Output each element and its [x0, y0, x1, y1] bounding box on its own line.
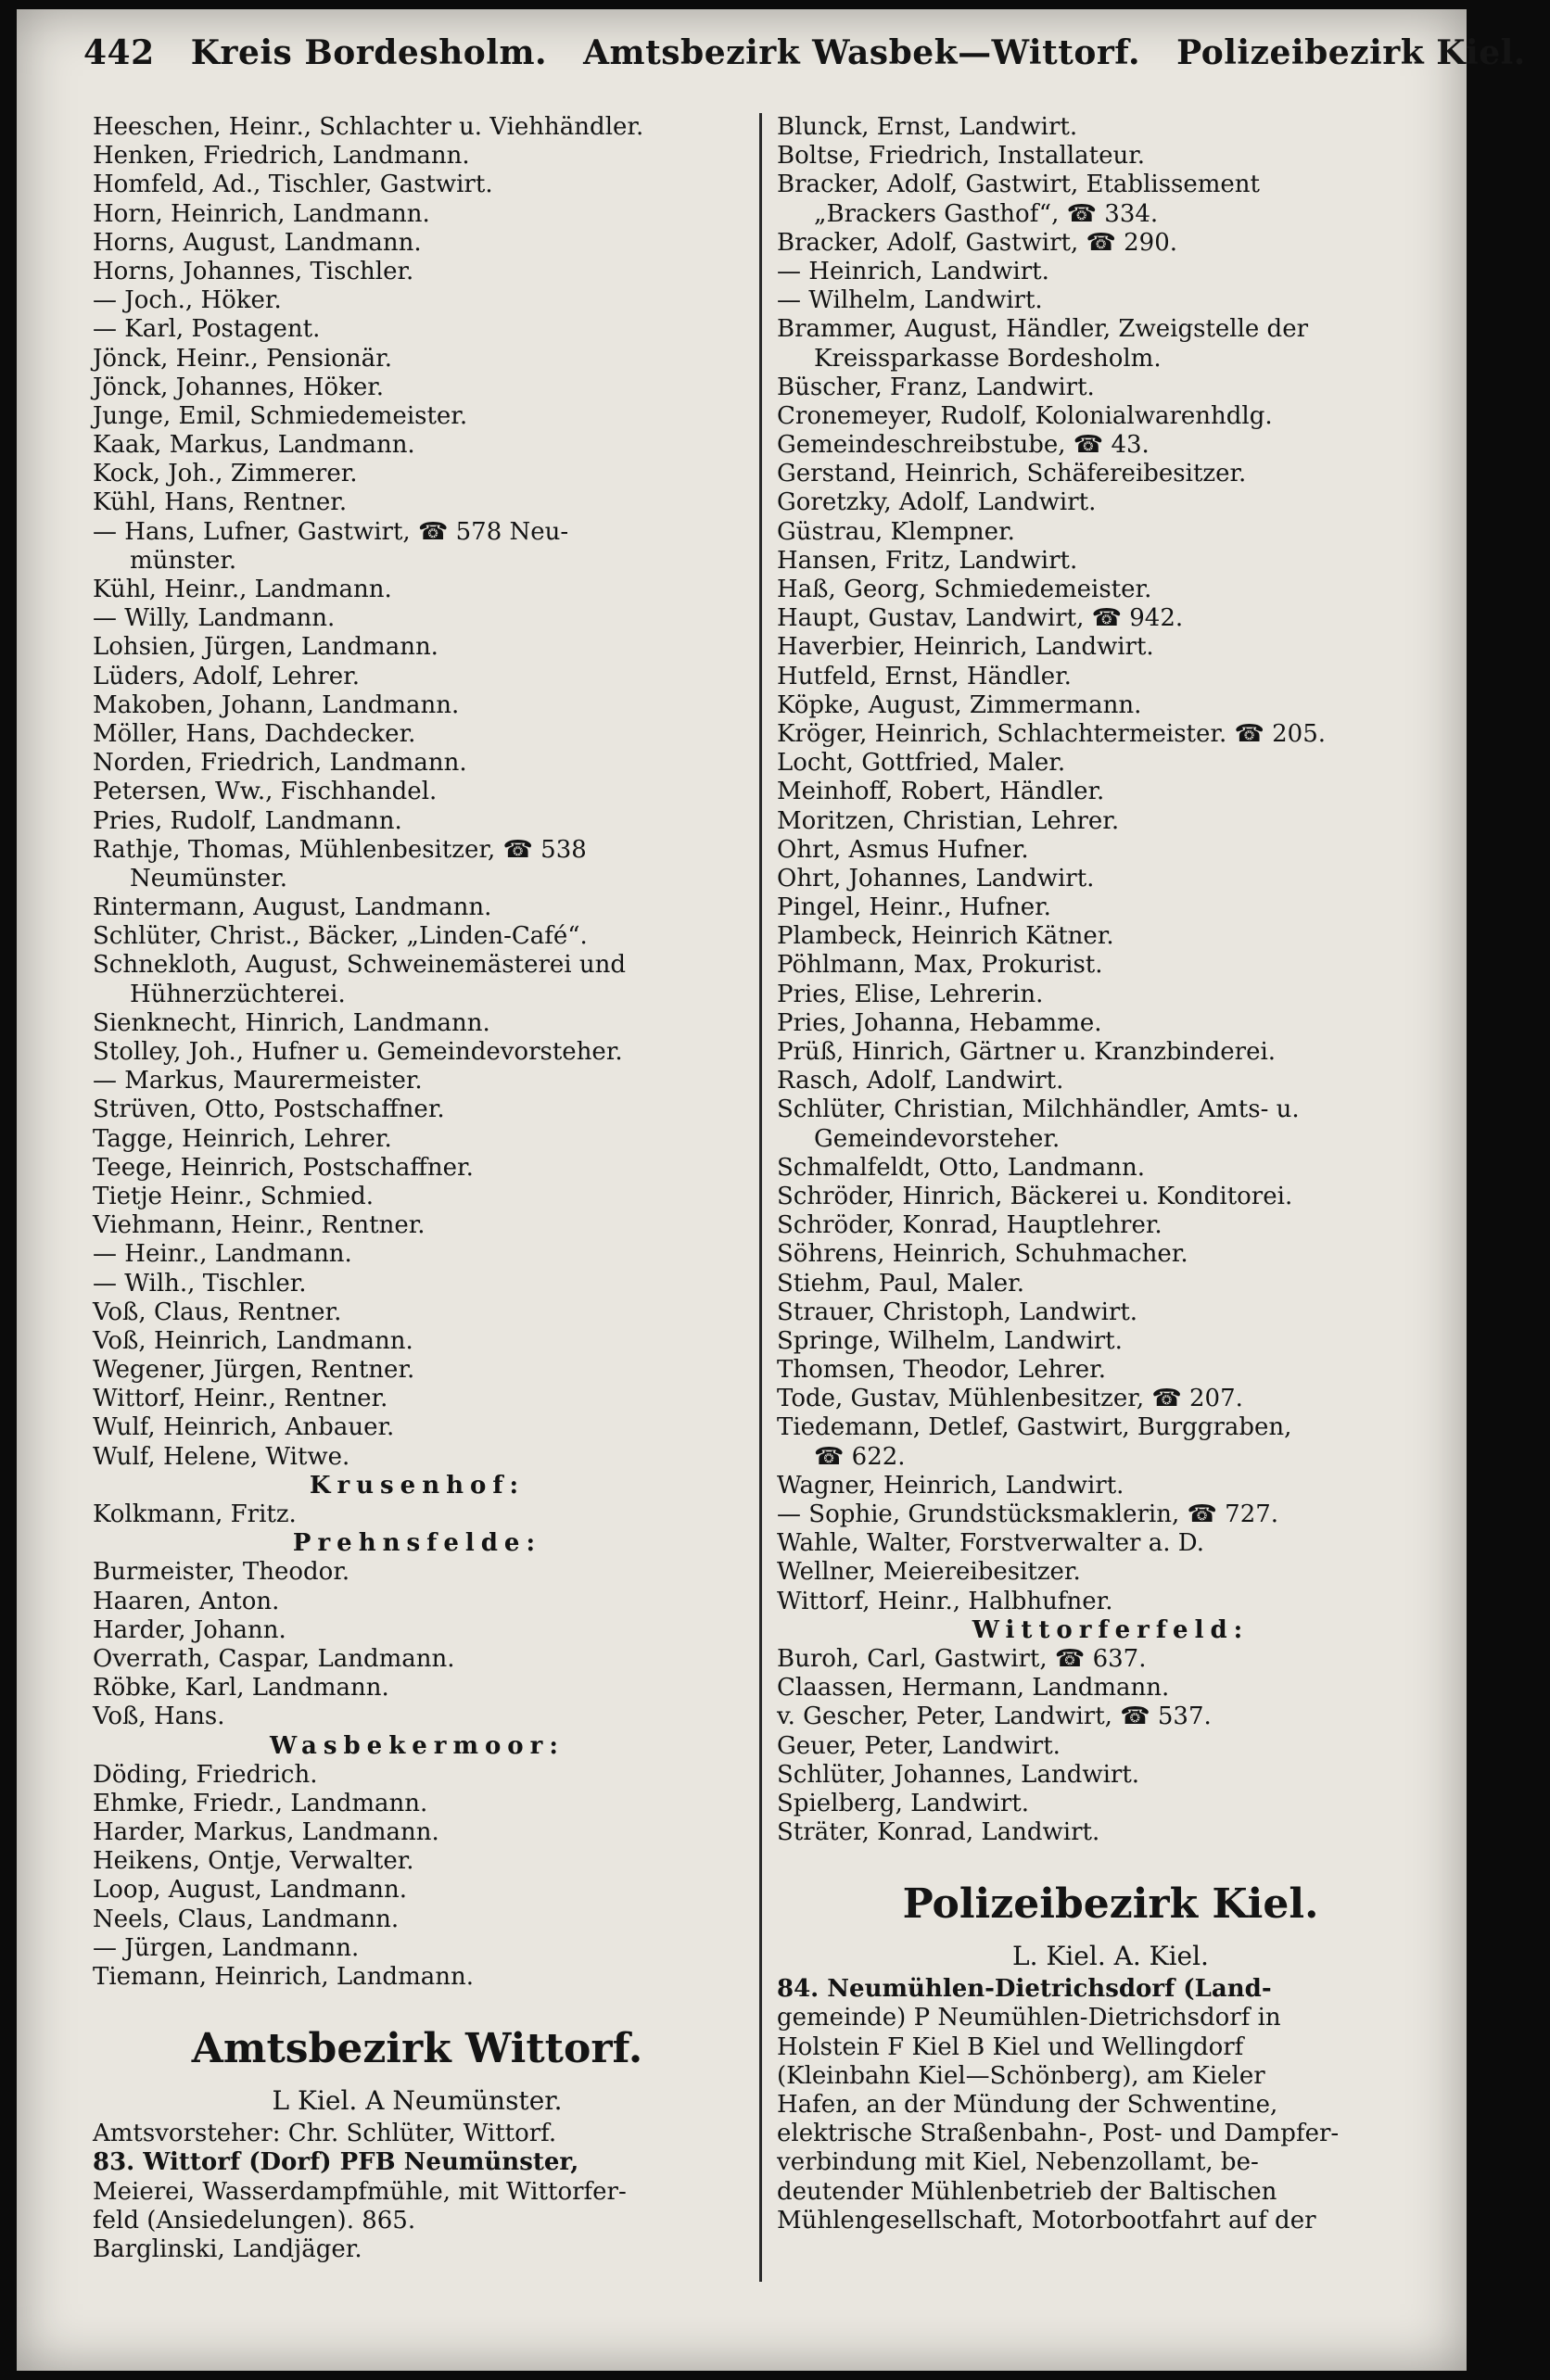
kiel-line: Hafen, an der Mündung der Schwentine,: [777, 2091, 1278, 2119]
kiel-line: 84. Neumühlen-Dietrichsdorf (Land-: [777, 1975, 1272, 2004]
directory-entry: Wegener, Jürgen, Rentner.: [93, 1356, 415, 1385]
directory-entry: Harder, Markus, Landmann.: [93, 1818, 439, 1847]
directory-entry: Prehnsfelde:: [292, 1529, 542, 1558]
directory-entry: — Wilh., Tischler.: [93, 1269, 307, 1298]
kiel-line: deutender Mühlenbetrieb der Baltischen: [777, 2177, 1277, 2206]
directory-entry: Buroh, Carl, Gastwirt, ☎ 637.: [777, 1644, 1147, 1673]
wittorf-line: feld (Ansiedelungen). 865.: [93, 2206, 416, 2234]
directory-entry: Tode, Gustav, Mühlenbesitzer, ☎ 207.: [777, 1385, 1243, 1413]
directory-entry: — Jürgen, Landmann.: [93, 1933, 360, 1962]
right-column: [777, 113, 1444, 2235]
directory-entry: Norden, Friedrich, Landmann.: [93, 749, 467, 778]
directory-entry: Rathje, Thomas, Mühlenbesitzer, ☎ 538: [93, 835, 587, 864]
directory-entry: Petersen, Ww., Fischhandel.: [93, 778, 438, 806]
kiel-line: verbindung mit Kiel, Nebenzollamt, be-: [777, 2148, 1259, 2177]
directory-entry: Pöhlmann, Max, Prokurist.: [777, 951, 1103, 980]
wittorf-line: 83. Wittorf (Dorf) PFB Neumünster,: [93, 2148, 579, 2177]
directory-entry: Homfeld, Ad., Tischler, Gastwirt.: [93, 171, 493, 199]
directory-entry: Sienknecht, Hinrich, Landmann.: [93, 1008, 490, 1037]
directory-entry: Stiehm, Paul, Maler.: [777, 1269, 1024, 1298]
directory-entry: Makoben, Johann, Landmann.: [93, 690, 460, 719]
directory-entry: Tietje Heinr., Schmied.: [93, 1182, 375, 1210]
directory-entry: Pingel, Heinr., Hufner.: [777, 893, 1051, 922]
directory-entry: — Karl, Postagent.: [93, 315, 321, 344]
directory-entry: — Hans, Lufner, Gastwirt, ☎ 578 Neu-: [93, 517, 569, 546]
kiel-section-title: Polizeibezirk Kiel.: [902, 1880, 1319, 1929]
page-number: 442: [83, 33, 155, 72]
directory-entry: Kolkmann, Fritz.: [93, 1500, 297, 1528]
directory-entry: — Wilhelm, Landwirt.: [777, 286, 1043, 315]
directory-entry: Rasch, Adolf, Landwirt.: [777, 1067, 1064, 1095]
directory-entry: ☎ 622.: [814, 1442, 906, 1471]
left-column: [93, 113, 742, 2264]
kiel-line: gemeinde) P Neumühlen-Dietrichsdorf in: [777, 2004, 1281, 2032]
directory-entry: Voß, Hans.: [93, 1703, 225, 1731]
directory-entry: „Brackers Gasthof“, ☎ 334.: [814, 199, 1159, 228]
directory-entry: Kock, Joh., Zimmerer.: [93, 460, 358, 488]
directory-entry: Kühl, Hans, Rentner.: [93, 488, 348, 517]
wittorf-line: Amtsvorsteher: Chr. Schlüter, Wittorf.: [93, 2120, 557, 2148]
directory-entry: Schröder, Hinrich, Bäckerei u. Konditorei.: [777, 1182, 1293, 1210]
directory-entry: Jönck, Johannes, Höker.: [93, 373, 385, 401]
directory-entry: Boltse, Friedrich, Installateur.: [777, 142, 1146, 171]
directory-entry: Gerstand, Heinrich, Schäfereibesitzer.: [777, 460, 1247, 488]
right-entry-list: [777, 113, 1444, 1847]
directory-entry: Horns, Johannes, Tischler.: [93, 257, 414, 285]
directory-entry: v. Gescher, Peter, Landwirt, ☎ 537.: [777, 1703, 1212, 1731]
kiel-line: Mühlengesellschaft, Motorbootfahrt auf der: [777, 2206, 1316, 2234]
directory-entry: Wahle, Walter, Forstverwalter a. D.: [777, 1529, 1204, 1558]
directory-entry: Viehmann, Heinr., Rentner.: [93, 1211, 426, 1240]
directory-entry: Heikens, Ontje, Verwalter.: [93, 1847, 414, 1876]
directory-entry: Döding, Friedrich.: [93, 1760, 318, 1789]
directory-entry: Schlüter, Christ., Bäcker, „Linden-Café“.: [93, 922, 588, 951]
directory-entry: Geuer, Peter, Landwirt.: [777, 1731, 1061, 1760]
directory-entry: Cronemeyer, Rudolf, Kolonialwarenhdlg.: [777, 401, 1273, 430]
directory-entry: Rintermann, August, Landmann.: [93, 893, 492, 922]
directory-entry: Henken, Friedrich, Landmann.: [93, 142, 470, 171]
directory-entry: — Heinrich, Landwirt.: [777, 257, 1049, 285]
kiel-line: Holstein F Kiel B Kiel und Wellingdorf: [777, 2032, 1244, 2061]
wittorf-section-title: Amtsbezirk Wittorf.: [191, 2025, 643, 2073]
directory-entry: — Heinr., Landmann.: [93, 1240, 352, 1269]
directory-entry: Brammer, August, Händler, Zweigstelle der: [777, 315, 1309, 344]
directory-entry: Haaren, Anton.: [93, 1587, 280, 1615]
header-amtsbezirk: Amtsbezirk Wasbek—Wittorf.: [583, 33, 1141, 72]
directory-entry: Blunck, Ernst, Landwirt.: [777, 113, 1078, 141]
directory-entry: Schnekloth, August, Schweinemästerei und: [93, 951, 626, 980]
directory-entry: Hansen, Fritz, Landwirt.: [777, 546, 1078, 575]
directory-entry: Horn, Heinrich, Landmann.: [93, 199, 430, 228]
directory-entry: Wulf, Helene, Witwe.: [93, 1442, 350, 1471]
directory-entry: Prüß, Hinrich, Gärtner u. Kranzbinderei.: [777, 1038, 1277, 1066]
directory-entry: Thomsen, Theodor, Lehrer.: [777, 1356, 1106, 1385]
directory-entry: Bracker, Adolf, Gastwirt, ☎ 290.: [777, 228, 1178, 257]
directory-entry: Jönck, Heinr., Pensionär.: [93, 344, 393, 373]
directory-entry: Büscher, Franz, Landwirt.: [777, 373, 1095, 401]
directory-entry: Burmeister, Theodor.: [93, 1558, 350, 1587]
directory-entry: Sträter, Konrad, Landwirt.: [777, 1818, 1100, 1847]
directory-entry: Plambeck, Heinrich Kätner.: [777, 922, 1114, 951]
directory-entry: Pries, Rudolf, Landmann.: [93, 806, 402, 835]
directory-entry: Haverbier, Heinrich, Landwirt.: [777, 633, 1154, 662]
kiel-line: (Kleinbahn Kiel—Schönberg), am Kieler: [777, 2061, 1265, 2090]
directory-entry: Heeschen, Heinr., Schlachter u. Viehhändler.: [93, 113, 644, 141]
directory-entry: — Willy, Landmann.: [93, 604, 336, 633]
directory-entry: Loop, August, Landmann.: [93, 1876, 408, 1905]
directory-entry: Schlüter, Christian, Milchhändler, Amts- u.: [777, 1095, 1300, 1124]
directory-entry: Spielberg, Landwirt.: [777, 1789, 1029, 1817]
directory-entry: Hutfeld, Ernst, Händler.: [777, 662, 1072, 690]
directory-entry: Moritzen, Christian, Lehrer.: [777, 806, 1120, 835]
directory-entry: Tagge, Heinrich, Lehrer.: [93, 1124, 392, 1153]
directory-entry: — Markus, Maurermeister.: [93, 1067, 423, 1095]
kiel-line: elektrische Straßenbahn-, Post- und Dampfer-: [777, 2120, 1340, 2148]
directory-entry: Röbke, Karl, Landmann.: [93, 1674, 389, 1703]
directory-entry: Schmalfeldt, Otto, Landmann.: [777, 1153, 1145, 1182]
directory-entry: Haupt, Gustav, Landwirt, ☎ 942.: [777, 604, 1184, 633]
directory-entry: Gemeindeschreibstube, ☎ 43.: [777, 431, 1150, 460]
directory-entry: Lüders, Adolf, Lehrer.: [93, 662, 361, 690]
directory-entry: Voß, Claus, Rentner.: [93, 1298, 342, 1326]
directory-entry: Kaak, Markus, Landmann.: [93, 431, 415, 460]
directory-entry: Wittorf, Heinr., Halbhufner.: [777, 1587, 1113, 1615]
directory-entry: Ohrt, Johannes, Landwirt.: [777, 864, 1095, 892]
wittorf-line: Meierei, Wasserdampfmühle, mit Wittorfer-: [93, 2177, 627, 2206]
directory-entry: Ohrt, Asmus Hufner.: [777, 835, 1029, 864]
directory-entry: Neels, Claus, Landmann.: [93, 1905, 400, 1933]
directory-entry: Kröger, Heinrich, Schlachtermeister. ☎ 205.: [777, 719, 1327, 748]
kiel-paragraph: [777, 1975, 1444, 2235]
directory-entry: Lohsien, Jürgen, Landmann.: [93, 633, 438, 662]
directory-entry: Strauer, Christoph, Landwirt.: [777, 1298, 1138, 1326]
directory-entry: — Joch., Höker.: [93, 286, 282, 315]
directory-entry: Wagner, Heinrich, Landwirt.: [777, 1471, 1124, 1500]
directory-entry: Goretzky, Adolf, Landwirt.: [777, 488, 1097, 517]
directory-entry: münster.: [130, 546, 237, 575]
directory-entry: Teege, Heinrich, Postschaffner.: [93, 1153, 474, 1182]
directory-entry: Hühnerzüchterei.: [130, 980, 346, 1008]
directory-entry: Wasbekermoor:: [270, 1731, 565, 1760]
directory-entry: Neumünster.: [130, 864, 288, 892]
directory-entry: Pries, Johanna, Hebamme.: [777, 1008, 1102, 1037]
column-divider: [759, 113, 762, 2282]
directory-entry: Söhrens, Heinrich, Schuhmacher.: [777, 1240, 1188, 1269]
directory-entry: — Sophie, Grundstücksmaklerin, ☎ 727.: [777, 1500, 1279, 1528]
directory-entry: Tiedemann, Detlef, Gastwirt, Burggraben,: [777, 1413, 1292, 1442]
directory-entry: Schröder, Konrad, Hauptlehrer.: [777, 1211, 1162, 1240]
directory-entry: Köpke, August, Zimmermann.: [777, 690, 1142, 719]
directory-entry: Locht, Gottfried, Maler.: [777, 749, 1066, 778]
left-entry-list: [93, 113, 742, 1992]
directory-entry: Güstrau, Klempner.: [777, 517, 1015, 546]
directory-entry: Springe, Wilhelm, Landwirt.: [777, 1326, 1123, 1355]
directory-entry: Tiemann, Heinrich, Landmann.: [93, 1963, 474, 1991]
directory-entry: Voß, Heinrich, Landmann.: [93, 1326, 413, 1355]
directory-entry: Harder, Johann.: [93, 1615, 286, 1644]
directory-entry: Claassen, Hermann, Landmann.: [777, 1674, 1170, 1703]
directory-entry: Schlüter, Johannes, Landwirt.: [777, 1760, 1140, 1789]
header-polizeibezirk: Polizeibezirk Kiel.: [1176, 33, 1526, 72]
directory-entry: Pries, Elise, Lehrerin.: [777, 980, 1044, 1008]
directory-entry: Meinhoff, Robert, Händler.: [777, 778, 1105, 806]
kiel-section-subtitle: L. Kiel. A. Kiel.: [1012, 1941, 1209, 1972]
wittorf-section-subtitle: L Kiel. A Neumünster.: [272, 2085, 563, 2117]
page-header: [83, 33, 1526, 72]
directory-entry: Stolley, Joh., Hufner u. Gemeindevorsteher.: [93, 1038, 623, 1066]
directory-entry: Wulf, Heinrich, Anbauer.: [93, 1413, 395, 1442]
header-kreis: Kreis Bordesholm.: [190, 33, 548, 72]
wittorf-line: Barglinski, Landjäger.: [93, 2234, 362, 2263]
directory-entry: Krusenhof:: [309, 1471, 526, 1500]
directory-entry: Wittorferfeld:: [972, 1615, 1250, 1644]
directory-entry: Wittorf, Heinr., Rentner.: [93, 1385, 388, 1413]
directory-entry: Gemeindevorsteher.: [814, 1124, 1061, 1153]
directory-entry: Overrath, Caspar, Landmann.: [93, 1644, 455, 1673]
directory-entry: Horns, August, Landmann.: [93, 228, 422, 257]
directory-entry: Bracker, Adolf, Gastwirt, Etablissement: [777, 171, 1261, 199]
directory-page: [17, 9, 1526, 2371]
directory-entry: Strüven, Otto, Postschaffner.: [93, 1095, 445, 1124]
directory-entry: Kreissparkasse Bordesholm.: [814, 344, 1162, 373]
directory-entry: Ehmke, Friedr., Landmann.: [93, 1789, 428, 1817]
directory-entry: Wellner, Meiereibesitzer.: [777, 1558, 1081, 1587]
directory-entry: Möller, Hans, Dachdecker.: [93, 719, 416, 748]
directory-entry: Kühl, Heinr., Landmann.: [93, 576, 392, 603]
directory-entry: Junge, Emil, Schmiedemeister.: [93, 401, 468, 430]
directory-entry: Haß, Georg, Schmiedemeister.: [777, 576, 1152, 603]
